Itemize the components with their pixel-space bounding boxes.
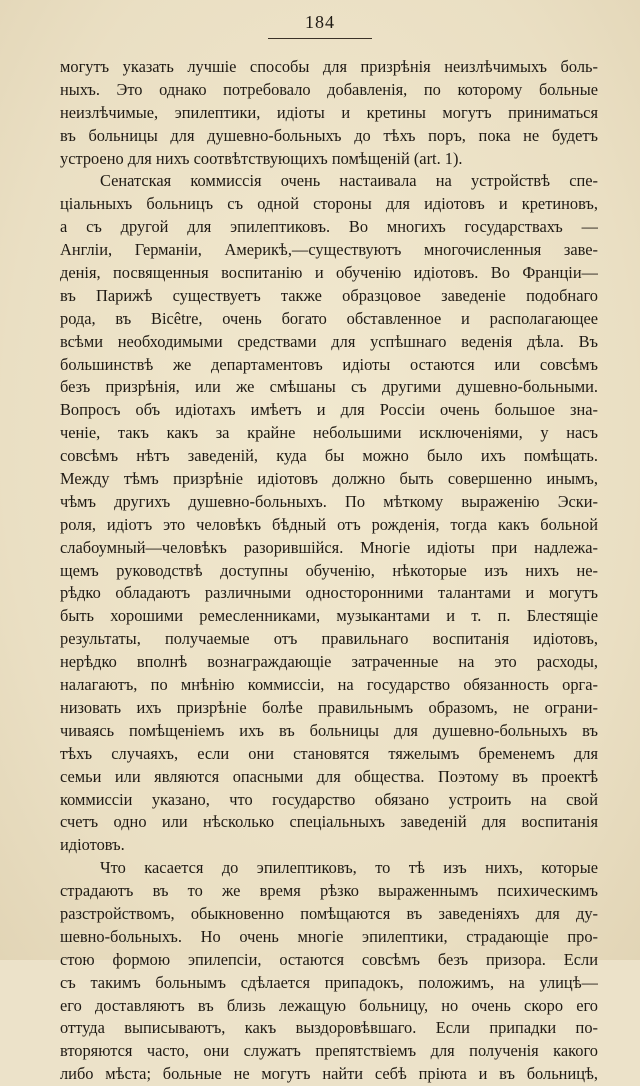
page-number: 184 bbox=[305, 12, 335, 32]
text-line: счетъ одно или нѣсколько спеціальныхъ заведеній для воспитанія bbox=[60, 812, 598, 832]
text-line: тѣхъ случаяхъ, если они становятся тяжелымъ бременемъ для bbox=[60, 743, 598, 763]
text-line: идіотовъ. bbox=[60, 835, 125, 855]
text-line: семьи или являются опасными для общества. Поэтому въ проектѣ bbox=[60, 766, 598, 786]
text-line: вторяются часто, они служатъ препятствіемъ для полученія какого bbox=[60, 1041, 598, 1061]
text-line: низовать ихъ призрѣніе болѣе правильнымъ образомъ, не ограни- bbox=[60, 697, 598, 717]
text-line: ціальныхъ больницъ съ одной стороны для идіотовъ и кретиновъ, bbox=[60, 194, 598, 214]
body-text bbox=[60, 56, 598, 1086]
text-line: устроено для нихъ соотвѣтствующихъ помѣщеній (art. 1). bbox=[60, 148, 463, 168]
paragraph-first-line: Сенатская коммиссія очень настаивала на устройствѣ спе- bbox=[100, 171, 598, 191]
text-line: Англіи, Германіи, Америкѣ,—существуютъ многочисленныя заве- bbox=[60, 240, 598, 260]
text-line: денія, посвященныя воспитанію и обученію идіотовъ. Во Франціи— bbox=[60, 263, 598, 283]
text-line: либо мѣста; больные не могутъ найти себѣ пріюта и въ больницѣ, bbox=[60, 1064, 598, 1084]
text-line: могутъ указать лучшіе способы для призрѣнія неизлѣчимыхъ боль- bbox=[60, 57, 598, 76]
text-line: роля, идіотъ это человѣкъ бѣдный отъ рожденія, тогда какъ больной bbox=[60, 514, 598, 534]
text-line: а съ другой для эпилептиковъ. Во многихъ государствахъ — bbox=[60, 217, 598, 237]
text-line: Вопросъ объ идіотахъ имѣетъ и для Россіи очень большое зна- bbox=[60, 400, 598, 420]
text-line: неизлѣчимые, эпилептики, идіоты и кретины могутъ приниматься bbox=[60, 102, 598, 122]
text-line: разстройствомъ, обыкновенно помѣщаются въ заведеніяхъ для ду- bbox=[60, 903, 598, 923]
text-line: Между тѣмъ призрѣніе идіотовъ должно быть совершенно инымъ, bbox=[60, 469, 598, 489]
text-line: ченіе, такъ какъ за крайне небольшими исключеніями, у насъ bbox=[60, 423, 598, 443]
header-rule bbox=[268, 38, 372, 39]
text-line: всѣми необходимыми средствами для успѣшнаго веденія дѣла. Въ bbox=[60, 331, 598, 351]
text-line: оттуда выписываютъ, какъ выздоровѣвшаго. Если припадки по- bbox=[60, 1018, 598, 1038]
text-line: его доставляютъ въ близь лежащую больницу, но очень скоро его bbox=[60, 995, 598, 1015]
text-line: въ Парижѣ существуетъ также образцовое заведеніе подобнаго bbox=[60, 285, 598, 305]
text-line: налагаютъ, по мнѣнію коммиссіи, на государство обязанность орга- bbox=[60, 675, 598, 695]
text-line: чѣмъ другихъ душевно-больныхъ. По мѣткому выраженію Эски- bbox=[60, 491, 598, 511]
text-line: ныхъ. Это однако потребовало добавленія, по которому больные bbox=[60, 79, 598, 99]
text-line: коммиссіи указано, что государство обязано устроить на свой bbox=[60, 789, 598, 809]
text-line: безъ призрѣнія, или же смѣшаны съ другими душевно-больными. bbox=[60, 377, 598, 397]
paragraph-first-line: Что касается до эпилептиковъ, то тѣ изъ нихъ, которые bbox=[100, 858, 598, 878]
text-line: съ такимъ больнымъ сдѣлается припадокъ, положимъ, на улицѣ— bbox=[60, 972, 598, 992]
text-line: рода, въ Bicêtre, очень богато обставленное и располагающее bbox=[60, 308, 598, 328]
text-line: совсѣмъ нѣтъ заведеній, куда бы можно было ихъ помѣщать. bbox=[60, 446, 598, 466]
text-line: быть хорошими ремесленниками, музыкантами и т. п. Блестящіе bbox=[60, 606, 598, 626]
text-line: нерѣдко вполнѣ вознаграждающіе затраченные на это расходы, bbox=[60, 652, 598, 672]
text-line: щемъ руководствѣ доступны обученію, нѣкоторые изъ нихъ не- bbox=[60, 560, 598, 580]
text-line: страдаютъ въ то же время рѣзко выраженнымъ психическимъ bbox=[60, 881, 598, 901]
text-line: большинствѣ же департаментовъ идіоты остаются или совсѣмъ bbox=[60, 354, 598, 374]
text-line: шевно-больныхъ. Но очень многіе эпилептики, страдающіе про- bbox=[60, 926, 598, 946]
text-line: въ больницы для душевно-больныхъ до тѣхъ поръ, пока не будетъ bbox=[60, 125, 598, 145]
text-line: рѣдко обладаютъ различными односторонними талантами и могутъ bbox=[60, 583, 598, 603]
text-line: результаты, получаемые отъ правильнаго воспитанія идіотовъ, bbox=[60, 629, 598, 649]
text-line: слабоумный—человѣкъ разорившійся. Многіе идіоты при надлежа- bbox=[60, 537, 598, 557]
text-line: чиваясь помѣщеніемъ ихъ въ больницы для душевно-больныхъ въ bbox=[60, 720, 598, 740]
text-line: стою формою эпилепсіи, остаются совсѣмъ безъ призора. Если bbox=[60, 949, 598, 969]
